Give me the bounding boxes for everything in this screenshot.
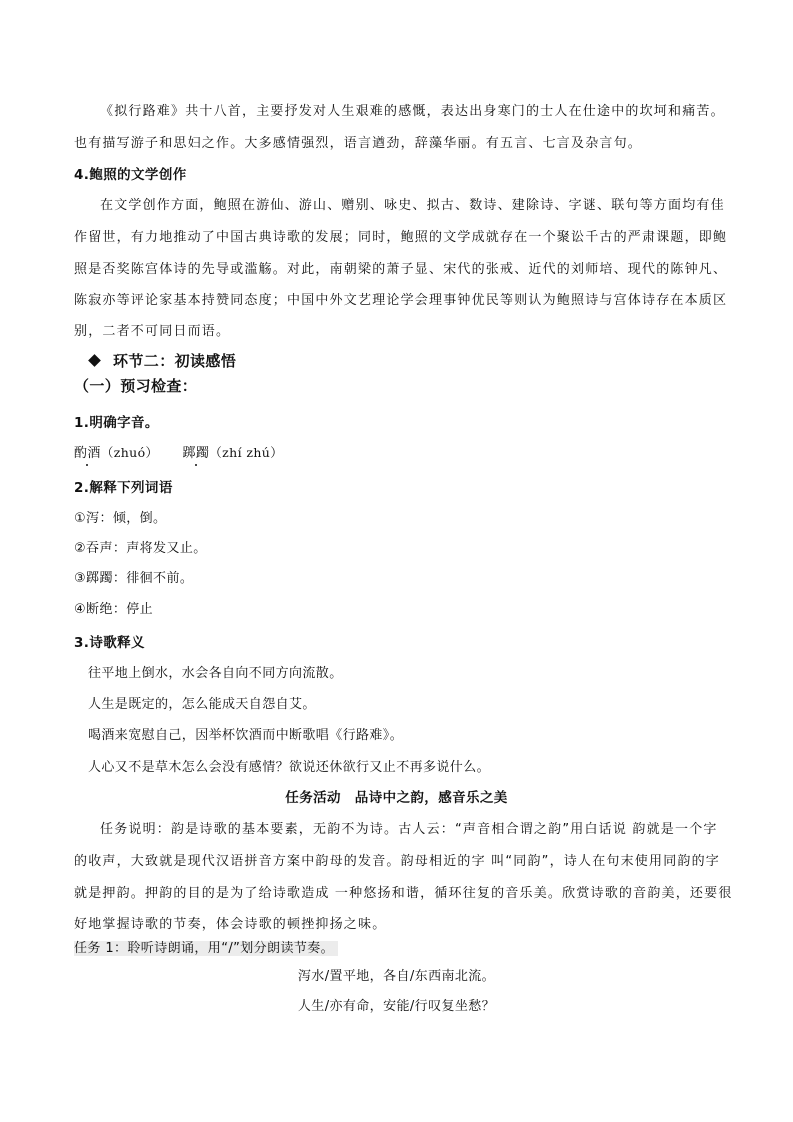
vocab-item: ④断绝：停止 <box>74 602 154 617</box>
meaning-line: 人心又不是草木怎么会没有感情？欲说还休欲行又止不再多说什么。 <box>88 760 491 775</box>
section-4-line: 别，二者不可同日而语。 <box>74 324 231 339</box>
poem-line: 人生/亦有命，安能/行叹复坐愁？ <box>297 999 496 1014</box>
intro-line-2: 也有描写游子和思妇之作。大多感情强烈，语言遒劲，辞藻华丽。有五言、七言及杂言句。 <box>74 136 643 151</box>
vocab-item: ①泻：倾，倒。 <box>74 511 167 526</box>
pinyin-zhizhu: （zhí zhú） <box>209 445 284 460</box>
word-zhuojiu: 酌酒 <box>74 446 101 461</box>
meaning-heading: 3.诗歌释义 <box>74 635 145 651</box>
word-zhizhu: 踯躅 <box>182 446 210 461</box>
pinyin-zhuo: （zhuó） <box>100 445 159 460</box>
task-description-line: 任务说明：韵是诗歌的基本要素，无韵不为诗。古人云：“声音相合谓之韵”用白话说 韵就是一个字 <box>100 822 718 837</box>
meaning-line: 喝酒来宽慰自己，因举杯饮酒而中断歌唱《行路难》。 <box>88 728 404 743</box>
task-description-line: 的收声，大致就是现代汉语拼音方案中韵母的发音。韵母相近的字 叫“同韵”，诗人在句末使用同韵的字 <box>74 854 721 869</box>
section-4-line: 在文学创作方面，鲍照在游仙、游山、赠别、咏史、拟古、数诗、建除诗、字谜、联句等方面均有佳 <box>100 198 725 213</box>
task-description-line: 好地掌握诗歌的节奏，体会诗歌的顿挫抑扬之味。 <box>74 917 387 932</box>
meaning-line: 人生是既定的，怎么能成天自怨自艾。 <box>88 697 316 712</box>
vocab-item: ②吞声：声将发又止。 <box>74 541 207 556</box>
preview-heading: （一）预习检查： <box>74 377 198 395</box>
pronunciation-line <box>74 444 283 463</box>
section-4-line: 照是否奖陈宫体诗的先导或滥觞。对此，南朝梁的萧子显、宋代的张戒、近代的刘师培、现代的陈钟凡、 <box>74 262 728 277</box>
diamond-bullet-icon <box>88 354 101 367</box>
meaning-line: 往平地上倒水，水会各自向不同方向流散。 <box>88 666 343 681</box>
task-1-instruction <box>74 940 338 958</box>
stage-2-heading-text: 环节二：初读感悟 <box>113 352 237 370</box>
section-4-heading: 4.鲍照的文学创作 <box>74 167 187 183</box>
vocab-heading: 2.解释下列词语 <box>74 480 173 496</box>
task-description-line: 就是押韵。押韵的目的是为了给诗歌造成 一种悠扬和谐，循环往复的音乐美。欣赏诗歌的音韵美，还要很 <box>74 886 733 901</box>
stage-2-heading <box>90 352 236 370</box>
task-title: 任务活动 品诗中之韵，感音乐之美 <box>285 790 508 806</box>
section-4-line: 作留世，有力地推动了中国古典诗歌的发展；同时，鲍照的文学成就存在一个聚讼千古的严肃课题，即鲍 <box>74 230 728 245</box>
pronunciation-heading: 1.明确字音。 <box>74 415 159 431</box>
intro-line-1: 《拟行路难》共十八首，主要抒发对人生艰难的感慨，表达出身寒门的士人在仕途中的坎坷和痛苦。 <box>100 104 725 119</box>
task-1-text: 任务 1：聆听诗朗诵，用“/”划分朗读节奏。 <box>74 941 338 956</box>
vocab-item: ③踯躅：徘徊不前。 <box>74 571 194 586</box>
poem-line: 泻水/置平地，各自/东西南北流。 <box>297 969 496 984</box>
section-4-line: 陈寂亦等评论家基本持赞同态度；中国中外文艺理论学会理事钟优民等则认为鲍照诗与宫体诗存在本质区 <box>74 293 728 308</box>
